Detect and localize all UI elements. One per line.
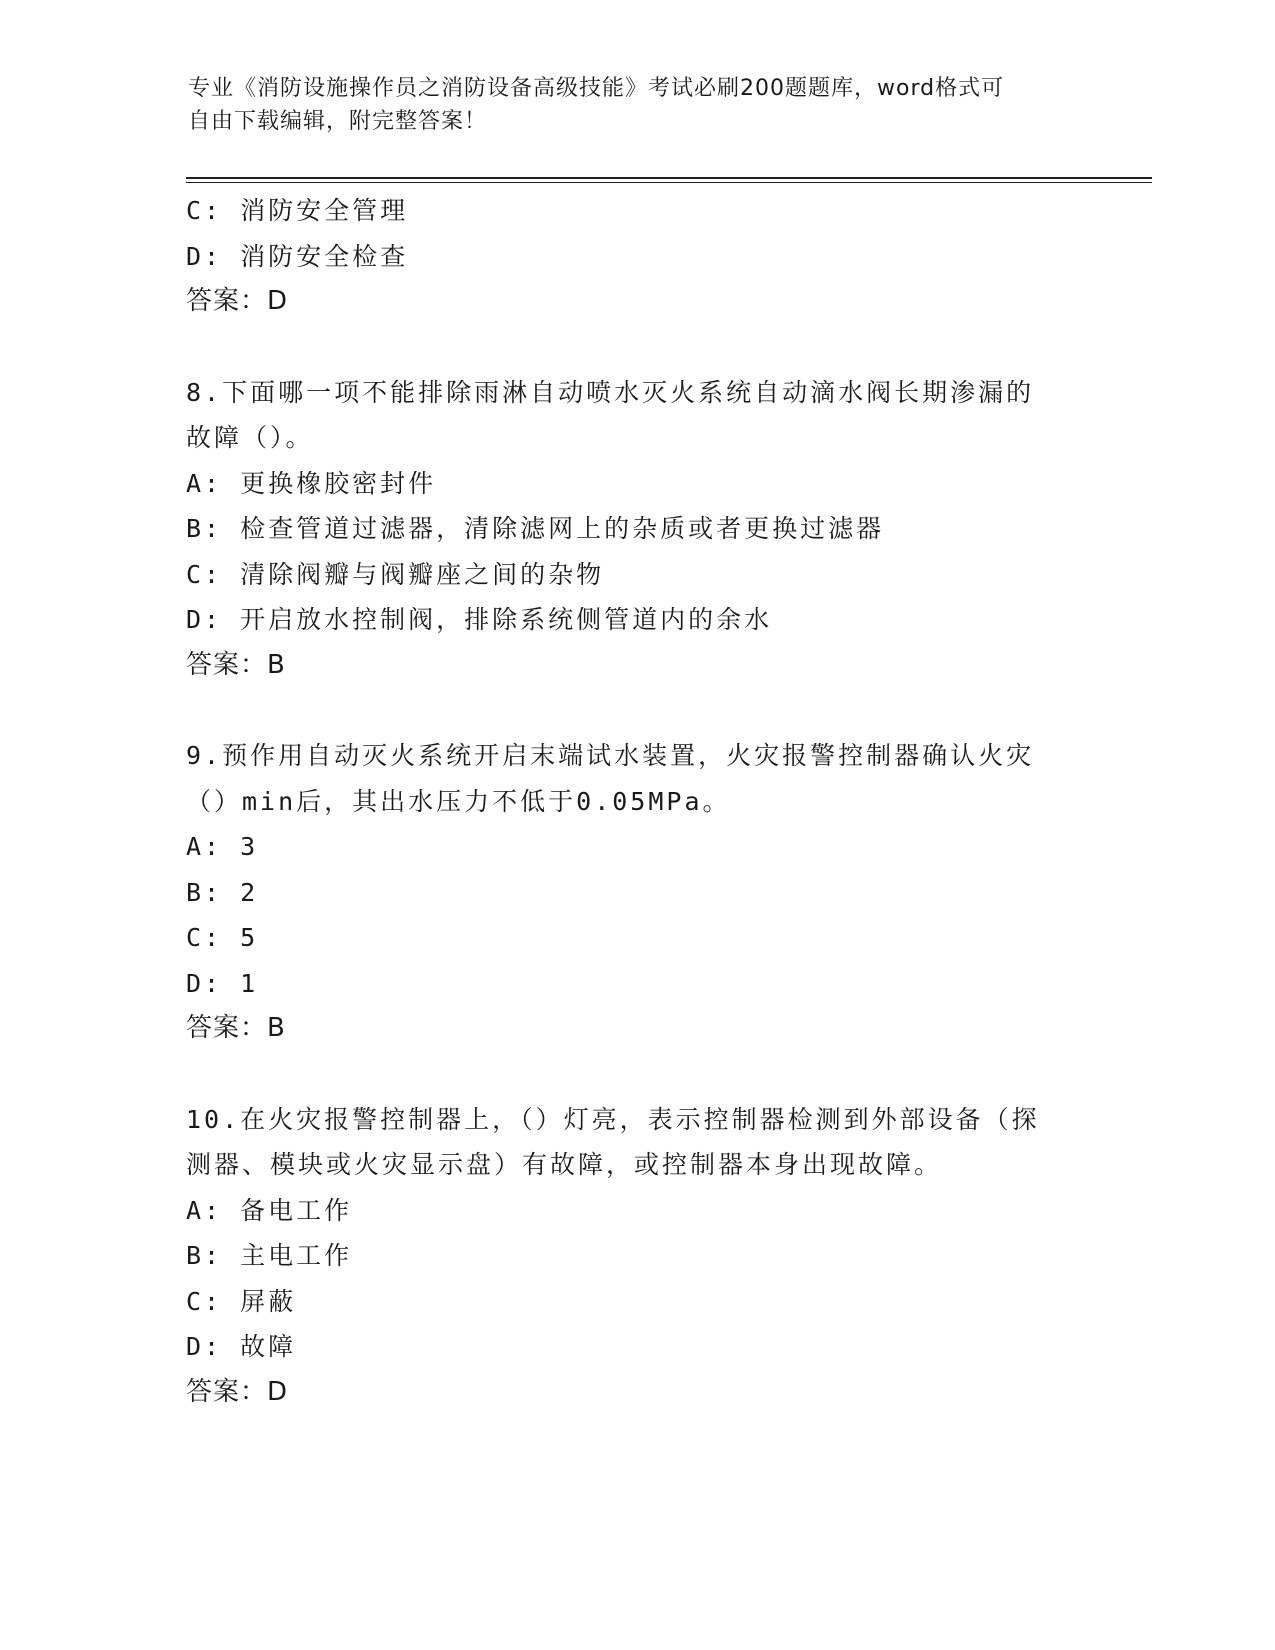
- option-a: A: 更换橡胶密封件: [186, 468, 437, 498]
- spacer: [186, 688, 1086, 733]
- option-d: D: 故障: [186, 1332, 297, 1361]
- header-divider-thin: [186, 182, 1152, 183]
- header-line-1: 专业《消防设施操作员之消防设备高级技能》考试必刷200题题库，word格式可: [188, 76, 1005, 101]
- option-d: D: 开启放水控制阀，排除系统侧管道内的余水: [186, 605, 773, 634]
- question-list: [186, 188, 1086, 1415]
- question-stem-line-1: 8.下面哪一项不能排除雨淋自动喷水灭火系统自动滴水阀长期渗漏的: [186, 377, 1035, 407]
- option-d: D: 消防安全检查: [186, 241, 409, 271]
- answer-line: 答案：B: [186, 649, 286, 680]
- spacer: [186, 325, 1086, 370]
- option-b: B: 主电工作: [186, 1241, 353, 1270]
- option-d: D: 1: [186, 968, 259, 998]
- option-b: B: 2: [186, 877, 259, 907]
- question-block-9: [186, 733, 1086, 1052]
- spacer: [186, 1052, 1086, 1097]
- question-stem-line-2: （）min后，其出水压力不低于0.05MPa。: [186, 786, 731, 816]
- answer-line: 答案：D: [186, 1376, 289, 1407]
- question-block-8: [186, 370, 1086, 689]
- option-b: B: 检查管道过滤器，清除滤网上的杂质或者更换过滤器: [186, 514, 885, 543]
- header-divider-thick: [186, 177, 1152, 179]
- question-stem-line-2: 测器、模块或火灾显示盘）有故障，或控制器本身出现故障。: [186, 1150, 943, 1179]
- answer-line: 答案：B: [186, 1013, 286, 1043]
- question-stem-line-1: 9.预作用自动灭火系统开启末端试水装置，火灾报警控制器确认火灾: [186, 741, 1035, 770]
- option-c: C: 屏蔽: [186, 1286, 297, 1316]
- header-line-2: 自由下载编辑，附完整答案！: [188, 109, 488, 134]
- option-c: C: 5: [186, 923, 259, 952]
- question-block-7: [186, 188, 1086, 325]
- answer-line: 答案：D: [186, 286, 289, 316]
- question-stem-line-2: 故障（）。: [186, 423, 314, 452]
- option-a: A: 备电工作: [186, 1195, 353, 1225]
- question-stem-line-1: 10.在火灾报警控制器上，（）灯亮，表示控制器检测到外部设备（探: [186, 1104, 1040, 1134]
- page-header: [188, 72, 1068, 138]
- option-c: C: 清除阀瓣与阀瓣座之间的杂物: [186, 559, 605, 589]
- option-a: A: 3: [186, 832, 259, 861]
- question-block-10: [186, 1097, 1086, 1416]
- option-c: C: 消防安全管理: [186, 196, 409, 225]
